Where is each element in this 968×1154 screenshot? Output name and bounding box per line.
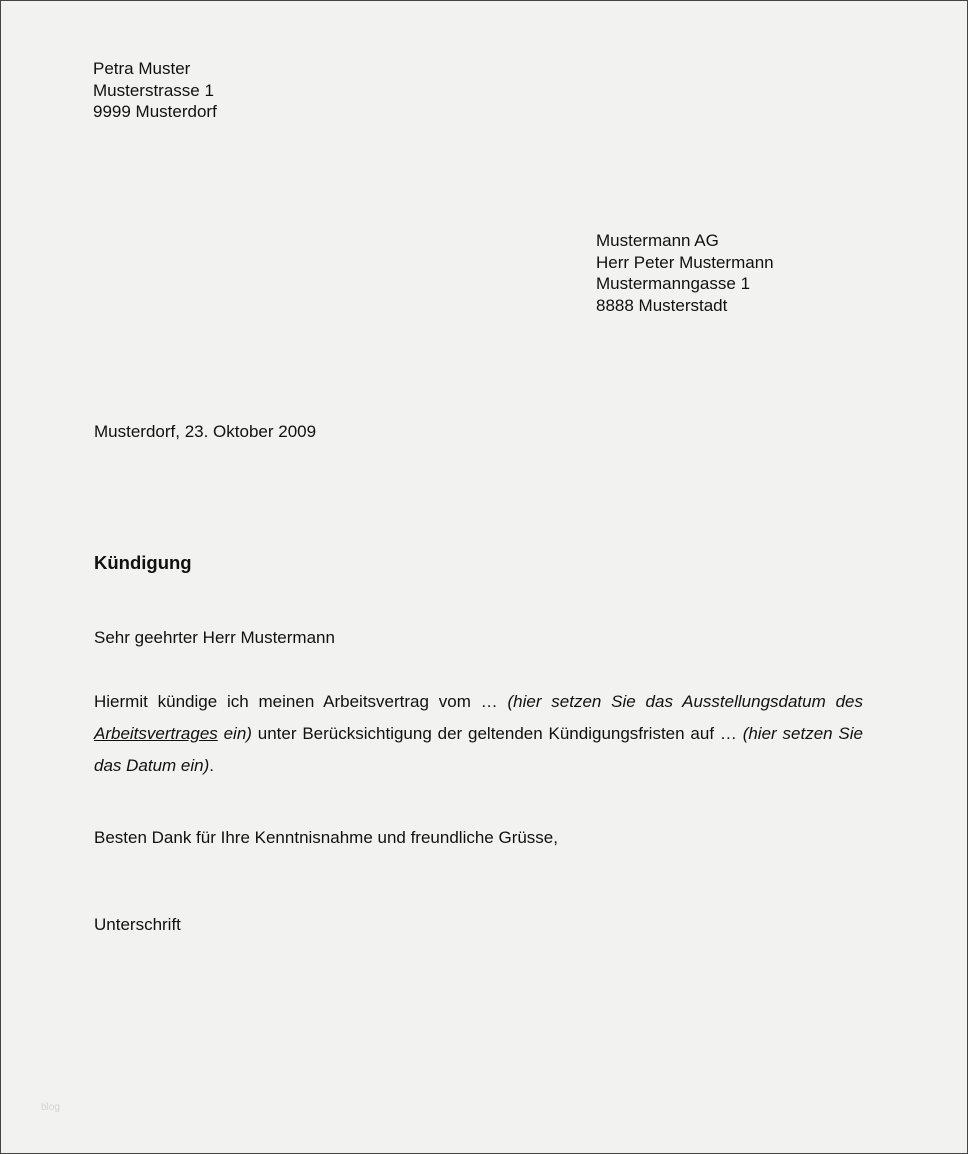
recipient-address-block [596, 230, 774, 316]
recipient-company: Mustermann AG [596, 231, 719, 250]
body-placeholder-italic-1: (hier setzen Sie das Ausstellungsdatum des [507, 692, 863, 711]
body-paragraph [94, 686, 863, 782]
date-line: Musterdorf, 23. Oktober 2009 [94, 422, 317, 441]
body-text-normal-1: Hiermit kündige ich meinen Arbeitsvertrag vom … [94, 692, 508, 711]
signature-label: Unterschrift [94, 915, 181, 934]
closing-line: Besten Dank für Ihre Kenntnisnahme und freundliche Grüsse, [94, 828, 558, 847]
body-placeholder-underlined-word: Arbeitsvertrages [94, 724, 218, 743]
sender-name: Petra Muster [93, 59, 191, 78]
sender-address-block [93, 58, 217, 123]
sender-street: Musterstrasse 1 [93, 80, 214, 100]
body-text-normal-3: . [209, 756, 215, 775]
salutation: Sehr geehrter Herr Mustermann [94, 628, 335, 647]
recipient-city: 8888 Musterstadt [596, 295, 728, 315]
watermark-text: blog [41, 1102, 60, 1113]
subject-heading: Kündigung [94, 552, 192, 573]
sender-city: 9999 Musterdorf [93, 102, 217, 121]
body-placeholder-italic-2: ein) [217, 724, 252, 743]
body-text-normal-2: unter Berücksichtigung der geltenden Kündigungsfristen auf … [251, 724, 743, 743]
body-placeholder-italic-3: (hier setzen Sie das Datum ein) [94, 724, 863, 775]
recipient-name: Herr Peter Mustermann [596, 252, 774, 272]
recipient-street: Mustermanngasse 1 [596, 274, 751, 293]
